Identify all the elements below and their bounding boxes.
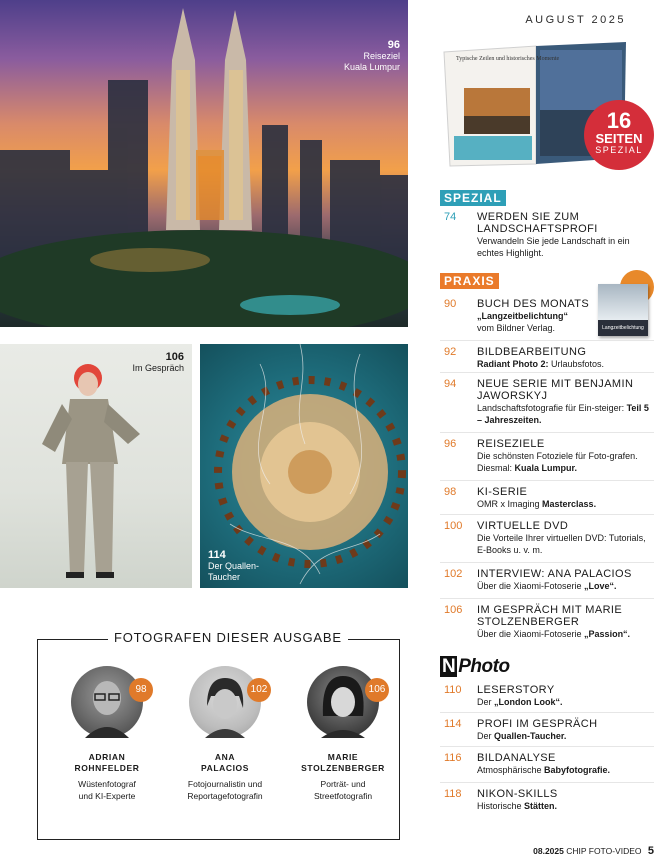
toc-desc-bold: Babyfotografie. [544,765,611,775]
photographer-page-badge: 102 [247,678,271,702]
toc-desc-text: Historische [477,801,525,811]
toc-entry[interactable] [444,788,654,812]
jelly-page-number: 114 [208,549,226,561]
photographer-name [52,752,162,774]
toc-description [477,764,654,776]
photographer-page-badge: 106 [365,678,389,702]
divider [440,432,654,433]
toc-description [477,730,654,742]
toc-title: BUCH DES MONATS [477,298,590,310]
photographer-role-line1: Wüstenfotograf [78,779,136,789]
toc-desc-text: Über die Xiaomi-Fotoserie [477,581,585,591]
divider [440,782,654,783]
photographer-name [288,752,398,774]
toc-desc-text: Landschaftsfotografie für Ein-steiger: [477,403,627,413]
avatar [307,666,386,738]
page-footer [533,845,654,857]
photographer-role [288,778,398,802]
toc-entry[interactable] [444,211,654,259]
kl-caption [340,40,400,73]
toc-title: BILDBEARBEITUNG [477,346,587,358]
divider [440,480,654,481]
book-cover-title: Langzeitbelichtung [598,320,648,336]
badge-word: SEITEN [595,131,643,146]
toc-description [477,628,654,640]
toc-description [477,358,654,370]
toc-desc-text: Atmosphärische [477,765,545,775]
photographer-role [170,778,280,802]
photographers-title: FOTOGRAFEN DIESER AUSGABE [108,630,348,645]
toc-desc-text: Die schönsten Fotoziele für Foto-grafen. Diesmal: [477,451,638,473]
toc-description [477,580,654,592]
avatar-face [71,666,143,738]
photographer-role-line2: Reportagefotografin [187,791,263,801]
toc-desc-bold: Stätten. [524,801,558,811]
divider [440,340,654,341]
toc-desc-text: Der [477,731,495,741]
toc-title: KI-SERIE [477,486,528,498]
toc-desc-bold: „Love“. [584,581,617,591]
toc-title: PROFI IM GESPRÄCH [477,718,598,730]
kuala-lumpur-photo [0,0,408,327]
toc-desc-bold: „London Look“. [494,697,563,707]
toc-title: BILDANALYSE [477,752,556,764]
jellyfish-photo [200,344,408,588]
toc-title: LESERSTORY [477,684,555,696]
pages-badge [584,100,654,170]
toc-page-number: 98 [444,486,457,498]
toc-desc-bold: „Passion“. [584,629,631,639]
toc-page-number: 110 [444,684,462,696]
toc-entry[interactable] [444,298,654,334]
toc-entry[interactable] [444,684,654,708]
toc-title: NEUE SERIE MIT BENJAMIN JAWORSKYJ [477,378,634,402]
toc-desc-bold: Masterclass. [542,499,597,509]
toc-page-number: 90 [444,298,457,310]
toc-title: NIKON-SKILLS [477,788,558,800]
toc-page-number: 92 [444,346,457,358]
badge-sub: SPEZIAL [595,145,643,155]
toc-desc-text: OMR x Imaging [477,499,543,509]
toc-title: INTERVIEW: ANA PALACIOS [477,568,632,580]
toc-description [477,800,654,812]
toc-desc-text: Der [477,697,495,707]
toc-page-number: 106 [444,604,463,616]
photographer-name-line2: STOLZENBERGER [301,763,385,773]
toc-description [477,498,654,510]
toc-desc-bold: „Langzeitbelichtung“ [477,311,568,321]
divider [440,746,654,747]
nphoto-logo [440,656,510,678]
photographer-name-line1: MARIE [327,752,359,762]
toc-desc-bold: Radiant Photo 2: [477,359,549,369]
toc-page-number: 96 [444,438,457,450]
divider [440,562,654,563]
footer-magazine: CHIP FOTO-VIDEO [566,846,642,856]
photographer-name-line1: ADRIAN [88,752,126,762]
toc-entry[interactable] [444,486,654,510]
toc-title: WERDEN SIE ZUM LANDSCHAFTSPROFI [477,211,598,235]
nphoto-logo-text: Photo [458,656,510,677]
toc-title: VIRTUELLE DVD [477,520,569,532]
woman-figure [0,344,192,588]
toc-page-number: 118 [444,788,462,800]
footer-page-number: 5 [647,845,654,857]
toc-desc-text: Über die Xiaomi-Fotoserie [477,629,585,639]
section-label-praxis: PRAXIS [440,273,499,289]
toc-entry[interactable] [444,378,654,426]
toc-description: Verwandeln Sie jede Landschaft in ein echtes Highlight. [477,236,630,258]
jelly-caption-text: Der Quallen-Taucher [208,561,260,582]
toc-page-number: 100 [444,520,463,532]
photographer-name-line1: ANA [214,752,236,762]
toc-description [477,450,654,474]
photographer-card[interactable] [288,666,398,802]
toc-desc-bold: Teil 5 – Jahreszeiten. [477,403,649,425]
badge-number: 16 [606,108,632,133]
toc-desc-bold: Quallen-Taucher. [494,731,567,741]
toc-description [477,310,587,334]
toc-desc-text: Urlaubsfotos. [548,359,605,369]
photographer-role-line1: Fotojournalistin und [187,779,263,789]
portrait-page-number: 106 [165,351,184,363]
photographer-name [170,752,280,774]
avatar [189,666,268,738]
toc-title: IM GESPRÄCH MIT MARIE STOLZENBERGER [477,604,623,628]
toc-page-number: 102 [444,568,463,580]
toc-description [477,402,654,426]
photographer-page-badge: 98 [129,678,153,702]
toc-page-number: 114 [444,718,462,730]
toc-page-number: 94 [444,378,457,390]
spread-headline: Typische Zeilen und historisches Momente [456,56,560,62]
photographer-card[interactable] [170,666,280,802]
portrait-caption-text: Im Gespräch [132,363,184,373]
footer-issue: 08.2025 [533,846,564,856]
toc-page-number: 74 [444,211,457,223]
toc-page-number: 116 [444,752,462,764]
toc-desc-text: vom Bildner Verlag. [477,323,556,333]
photographer-card[interactable] [52,666,162,802]
avatar [71,666,147,738]
section-label-spezial: SPEZIAL [440,190,506,206]
kl-page-number: 96 [387,39,400,51]
issue-month: AUGUST 2025 [525,14,626,26]
toc-entry[interactable] [444,752,654,776]
divider [440,712,654,713]
photographer-role-line1: Porträt- und [320,779,366,789]
photographer-role [52,778,162,802]
avatar-face [189,666,261,738]
portrait-photo [0,344,192,588]
kl-caption-text: Reiseziel Kuala Lumpur [343,51,400,72]
photographer-name-line2: ROHNFELDER [74,763,140,773]
toc-entry[interactable] [444,718,654,742]
jelly-caption [208,550,268,583]
avatar-face [307,666,379,738]
toc-desc-bold: Kuala Lumpur. [514,463,578,473]
nphoto-logo-n: N [442,656,456,677]
toc-description: Die Vorteile Ihrer virtuellen DVD: Tutorials, E-Books u. v. m. [477,533,646,555]
toc-entry[interactable] [444,604,654,640]
toc-entry[interactable] [444,346,654,370]
toc-description [477,696,654,708]
photographer-role-line2: Streetfotografin [313,791,373,801]
portrait-caption [132,352,184,374]
photographer-name-line2: PALACIOS [200,763,250,773]
divider [440,514,654,515]
divider [440,372,654,373]
toc-entry[interactable] [444,568,654,592]
divider [440,598,654,599]
toc-entry[interactable] [444,520,654,556]
photographer-role-line2: und KI-Experte [78,791,136,801]
toc-title: REISEZIELE [477,438,545,450]
toc-entry[interactable] [444,438,654,474]
